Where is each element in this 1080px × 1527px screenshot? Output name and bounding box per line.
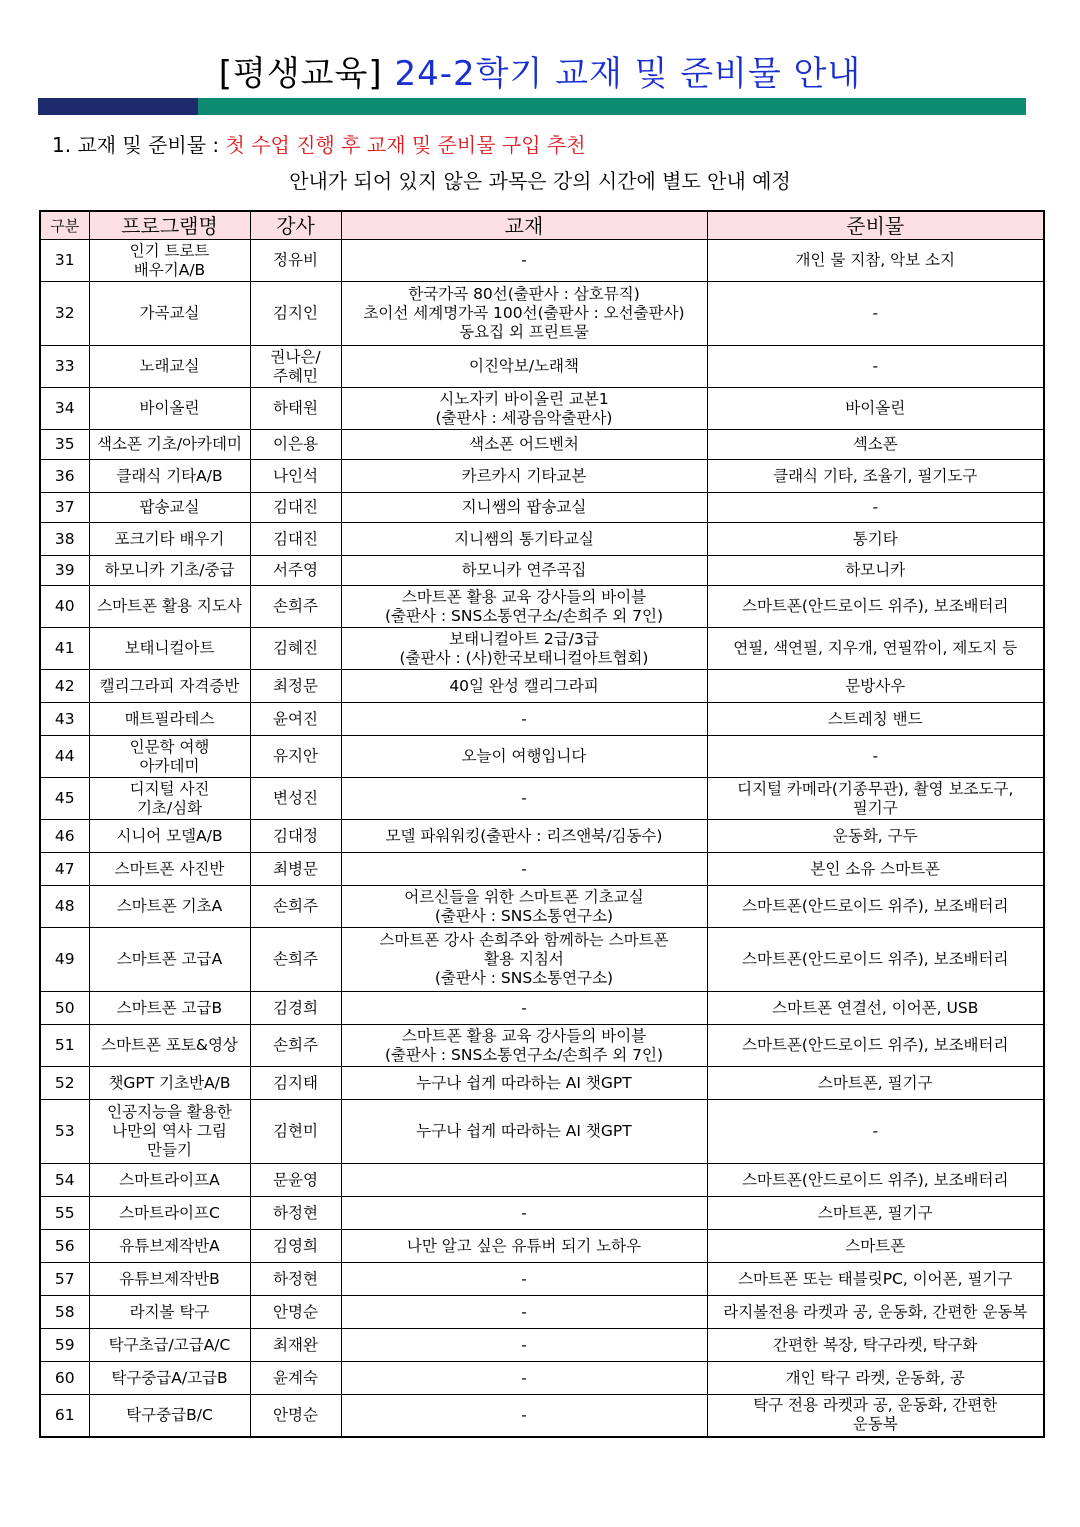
cell-no: 53 <box>40 1100 89 1164</box>
cell-teacher: 손희주 <box>250 586 341 628</box>
cell-teacher: 변성진 <box>250 778 341 820</box>
cell-program: 바이올린 <box>89 388 250 430</box>
cell-no: 55 <box>40 1197 89 1230</box>
table-row <box>40 736 1044 778</box>
cell-program: 색소폰 기초/아카데미 <box>89 430 250 460</box>
cell-program: 스마트폰 고급A <box>89 928 250 992</box>
cell-teacher: 김지인 <box>250 282 341 346</box>
cell-supplies: 탁구 전용 라켓과 공, 운동화, 간편한 운동복 <box>707 1395 1044 1437</box>
cell-textbook: - <box>341 240 707 282</box>
cell-supplies: 간편한 복장, 탁구라켓, 탁구화 <box>707 1329 1044 1362</box>
cell-textbook: - <box>341 1329 707 1362</box>
table-row <box>40 282 1044 346</box>
cell-textbook: - <box>341 1197 707 1230</box>
cell-textbook: 오늘이 여행입니다 <box>341 736 707 778</box>
cell-teacher: 정유비 <box>250 240 341 282</box>
cell-teacher: 권나은/ 주혜민 <box>250 346 341 388</box>
underline-navy-segment <box>38 98 198 115</box>
cell-program: 가곡교실 <box>89 282 250 346</box>
cell-supplies: 개인 탁구 라켓, 운동화, 공 <box>707 1362 1044 1395</box>
cell-teacher: 윤계숙 <box>250 1362 341 1395</box>
title-main: 24-2학기 교재 및 준비물 안내 <box>394 54 862 94</box>
cell-no: 32 <box>40 282 89 346</box>
cell-teacher: 서주영 <box>250 556 341 586</box>
table-row <box>40 1296 1044 1329</box>
table-body <box>40 240 1044 1437</box>
cell-program: 보태니컬아트 <box>89 628 250 670</box>
table-row <box>40 1395 1044 1437</box>
cell-supplies: - <box>707 493 1044 523</box>
cell-textbook: 하모니카 연주곡집 <box>341 556 707 586</box>
header-textbook: 교재 <box>341 211 707 240</box>
cell-teacher: 김지태 <box>250 1067 341 1100</box>
cell-teacher: 최재완 <box>250 1329 341 1362</box>
cell-teacher: 윤여진 <box>250 703 341 736</box>
cell-teacher: 손희주 <box>250 886 341 928</box>
cell-program: 인기 트로트 배우기A/B <box>89 240 250 282</box>
cell-no: 31 <box>40 240 89 282</box>
cell-no: 42 <box>40 670 89 703</box>
cell-textbook: - <box>341 778 707 820</box>
cell-supplies: 하모니카 <box>707 556 1044 586</box>
materials-table <box>39 210 1045 1438</box>
title-bracket: [평생교육] <box>218 54 383 94</box>
cell-supplies: 바이올린 <box>707 388 1044 430</box>
cell-program: 스마트폰 활용 지도사 <box>89 586 250 628</box>
cell-program: 스마트폰 기초A <box>89 886 250 928</box>
header-supplies: 준비물 <box>707 211 1044 240</box>
cell-teacher: 하정현 <box>250 1197 341 1230</box>
table-row <box>40 346 1044 388</box>
cell-textbook: 색소폰 어드벤처 <box>341 430 707 460</box>
cell-textbook: 이진악보/노래책 <box>341 346 707 388</box>
cell-no: 52 <box>40 1067 89 1100</box>
cell-supplies: 스마트폰(안드로이드 위주), 보조배터리 <box>707 886 1044 928</box>
cell-textbook: - <box>341 1263 707 1296</box>
cell-supplies: 섹소폰 <box>707 430 1044 460</box>
cell-supplies: 라지볼전용 라켓과 공, 운동화, 간편한 운동복 <box>707 1296 1044 1329</box>
header-no: 구분 <box>40 211 89 240</box>
table-row <box>40 523 1044 556</box>
cell-textbook: 보태니컬아트 2급/3급 (출판사 : (사)한국보태니컬아트협회) <box>341 628 707 670</box>
cell-no: 36 <box>40 460 89 493</box>
cell-textbook: 40일 완성 캘리그라피 <box>341 670 707 703</box>
cell-teacher: 김대진 <box>250 493 341 523</box>
cell-program: 스마트폰 사진반 <box>89 853 250 886</box>
cell-textbook: 지니쌤의 통기타교실 <box>341 523 707 556</box>
table-row <box>40 1025 1044 1067</box>
cell-teacher: 안명순 <box>250 1296 341 1329</box>
table-row <box>40 430 1044 460</box>
cell-no: 61 <box>40 1395 89 1437</box>
table-row <box>40 1067 1044 1100</box>
table-row <box>40 388 1044 430</box>
cell-textbook: 스마트폰 활용 교육 강사들의 바이블 (출판사 : SNS소통연구소/손희주 외 7인) <box>341 586 707 628</box>
cell-textbook: 지니쌤의 팝송교실 <box>341 493 707 523</box>
cell-no: 56 <box>40 1230 89 1263</box>
cell-teacher: 김현미 <box>250 1100 341 1164</box>
cell-teacher: 문윤영 <box>250 1164 341 1197</box>
cell-textbook: - <box>341 703 707 736</box>
cell-program: 인공지능을 활용한 나만의 역사 그림 만들기 <box>89 1100 250 1164</box>
cell-teacher: 김경희 <box>250 992 341 1025</box>
cell-textbook: - <box>341 853 707 886</box>
cell-no: 47 <box>40 853 89 886</box>
cell-program: 캘리그라피 자격증반 <box>89 670 250 703</box>
table-row <box>40 886 1044 928</box>
cell-textbook <box>341 1164 707 1197</box>
cell-program: 라지볼 탁구 <box>89 1296 250 1329</box>
table-row <box>40 493 1044 523</box>
cell-teacher: 안명순 <box>250 1395 341 1437</box>
cell-program: 포크기타 배우기 <box>89 523 250 556</box>
cell-no: 38 <box>40 523 89 556</box>
cell-teacher: 김대진 <box>250 523 341 556</box>
cell-teacher: 김대정 <box>250 820 341 853</box>
cell-teacher: 손희주 <box>250 928 341 992</box>
cell-supplies: 클래식 기타, 조율기, 필기도구 <box>707 460 1044 493</box>
cell-textbook: 누구나 쉽게 따라하는 AI 챗GPT <box>341 1067 707 1100</box>
cell-no: 35 <box>40 430 89 460</box>
cell-program: 시니어 모델A/B <box>89 820 250 853</box>
cell-teacher: 하태원 <box>250 388 341 430</box>
cell-program: 인문학 여행 아카데미 <box>89 736 250 778</box>
cell-supplies: 운동화, 구두 <box>707 820 1044 853</box>
cell-textbook: - <box>341 1395 707 1437</box>
cell-supplies: 본인 소유 스마트폰 <box>707 853 1044 886</box>
cell-textbook: - <box>341 1296 707 1329</box>
cell-program: 디지털 사진 기초/심화 <box>89 778 250 820</box>
cell-supplies: 스마트폰, 필기구 <box>707 1197 1044 1230</box>
cell-teacher: 유지안 <box>250 736 341 778</box>
cell-program: 유튜브제작반B <box>89 1263 250 1296</box>
table-row <box>40 586 1044 628</box>
cell-no: 57 <box>40 1263 89 1296</box>
section-heading <box>52 130 586 160</box>
cell-teacher: 최정문 <box>250 670 341 703</box>
cell-no: 59 <box>40 1329 89 1362</box>
cell-program: 탁구중급B/C <box>89 1395 250 1437</box>
cell-teacher: 이은용 <box>250 430 341 460</box>
table-row <box>40 628 1044 670</box>
cell-supplies: 통기타 <box>707 523 1044 556</box>
section-highlight: 첫 수업 진행 후 교재 및 준비물 구입 추천 <box>225 133 586 157</box>
cell-program: 팝송교실 <box>89 493 250 523</box>
table-row <box>40 820 1044 853</box>
cell-program: 탁구중급A/고급B <box>89 1362 250 1395</box>
cell-no: 49 <box>40 928 89 992</box>
cell-teacher: 김영희 <box>250 1230 341 1263</box>
table-row <box>40 460 1044 493</box>
cell-no: 37 <box>40 493 89 523</box>
cell-no: 33 <box>40 346 89 388</box>
cell-textbook: 누구나 쉽게 따라하는 AI 챗GPT <box>341 1100 707 1164</box>
cell-teacher: 김혜진 <box>250 628 341 670</box>
cell-no: 43 <box>40 703 89 736</box>
cell-supplies: 문방사우 <box>707 670 1044 703</box>
cell-supplies: - <box>707 346 1044 388</box>
cell-supplies: - <box>707 1100 1044 1164</box>
cell-textbook: 스마트폰 활용 교육 강사들의 바이블 (출판사 : SNS소통연구소/손희주 외 7인) <box>341 1025 707 1067</box>
underline-teal-segment <box>198 98 1026 115</box>
cell-supplies: 스마트폰(안드로이드 위주), 보조배터리 <box>707 586 1044 628</box>
cell-no: 34 <box>40 388 89 430</box>
cell-textbook: - <box>341 992 707 1025</box>
table-row <box>40 1197 1044 1230</box>
table-row <box>40 703 1044 736</box>
cell-teacher: 나인석 <box>250 460 341 493</box>
cell-program: 하모니카 기초/중급 <box>89 556 250 586</box>
cell-supplies: 스마트폰, 필기구 <box>707 1067 1044 1100</box>
cell-textbook: 시노자키 바이올린 교본1 (출판사 : 세광음악출판사) <box>341 388 707 430</box>
cell-no: 60 <box>40 1362 89 1395</box>
cell-supplies: 스트레칭 밴드 <box>707 703 1044 736</box>
header-teacher: 강사 <box>250 211 341 240</box>
cell-no: 50 <box>40 992 89 1025</box>
cell-teacher: 손희주 <box>250 1025 341 1067</box>
cell-textbook: 카르카시 기타교본 <box>341 460 707 493</box>
cell-no: 40 <box>40 586 89 628</box>
title-underline <box>38 98 1026 115</box>
cell-supplies: 디지털 카메라(기종무관), 촬영 보조도구, 필기구 <box>707 778 1044 820</box>
cell-program: 스마트라이프A <box>89 1164 250 1197</box>
cell-supplies: 개인 물 지참, 악보 소지 <box>707 240 1044 282</box>
cell-program: 매트필라테스 <box>89 703 250 736</box>
cell-program: 유튜브제작반A <box>89 1230 250 1263</box>
cell-textbook: 한국가곡 80선(출판사 : 삼호뮤직) 초이선 세계명가곡 100선(출판사 : 오선출판사) 동요집 외 프린트물 <box>341 282 707 346</box>
table-row <box>40 240 1044 282</box>
table-row <box>40 556 1044 586</box>
section-label: 1. 교재 및 준비물 : <box>52 133 226 157</box>
cell-supplies: 스마트폰 또는 태블릿PC, 이어폰, 필기구 <box>707 1263 1044 1296</box>
cell-no: 45 <box>40 778 89 820</box>
cell-program: 클래식 기타A/B <box>89 460 250 493</box>
table-row <box>40 992 1044 1025</box>
cell-supplies: 스마트폰(안드로이드 위주), 보조배터리 <box>707 928 1044 992</box>
cell-no: 48 <box>40 886 89 928</box>
cell-no: 44 <box>40 736 89 778</box>
table-row <box>40 1100 1044 1164</box>
table-row <box>40 1263 1044 1296</box>
cell-supplies: 스마트폰(안드로이드 위주), 보조배터리 <box>707 1164 1044 1197</box>
cell-program: 탁구초급/고급A/C <box>89 1329 250 1362</box>
header-program: 프로그램명 <box>89 211 250 240</box>
cell-program: 스마트폰 포토&영상 <box>89 1025 250 1067</box>
cell-teacher: 최병문 <box>250 853 341 886</box>
cell-teacher: 하정현 <box>250 1263 341 1296</box>
table-row <box>40 1329 1044 1362</box>
cell-textbook: 스마트폰 강사 손희주와 함께하는 스마트폰 활용 지침서 (출판사 : SNS소통연구소) <box>341 928 707 992</box>
table-row <box>40 928 1044 992</box>
cell-no: 41 <box>40 628 89 670</box>
cell-supplies: 연필, 색연필, 지우개, 연필깎이, 제도지 등 <box>707 628 1044 670</box>
cell-no: 54 <box>40 1164 89 1197</box>
cell-supplies: - <box>707 282 1044 346</box>
section-note: 안내가 되어 있지 않은 과목은 강의 시간에 별도 안내 예정 <box>289 169 791 193</box>
cell-program: 챗GPT 기초반A/B <box>89 1067 250 1100</box>
cell-program: 노래교실 <box>89 346 250 388</box>
cell-textbook: 모델 파워워킹(출판사 : 리즈앤북/김동수) <box>341 820 707 853</box>
table-row <box>40 670 1044 703</box>
cell-textbook: - <box>341 1362 707 1395</box>
cell-supplies: 스마트폰 <box>707 1230 1044 1263</box>
table-header-row <box>40 211 1044 240</box>
cell-no: 51 <box>40 1025 89 1067</box>
cell-no: 39 <box>40 556 89 586</box>
table-row <box>40 1230 1044 1263</box>
cell-textbook: 나만 알고 싶은 유튜버 되기 노하우 <box>341 1230 707 1263</box>
table-row <box>40 778 1044 820</box>
cell-no: 46 <box>40 820 89 853</box>
cell-supplies: - <box>707 736 1044 778</box>
cell-program: 스마트폰 고급B <box>89 992 250 1025</box>
cell-supplies: 스마트폰 연결선, 이어폰, USB <box>707 992 1044 1025</box>
table-row <box>40 853 1044 886</box>
page-title <box>0 52 1080 96</box>
table-row <box>40 1362 1044 1395</box>
table-row <box>40 1164 1044 1197</box>
cell-supplies: 스마트폰(안드로이드 위주), 보조배터리 <box>707 1025 1044 1067</box>
cell-no: 58 <box>40 1296 89 1329</box>
cell-textbook: 어르신들을 위한 스마트폰 기초교실 (출판사 : SNS소통연구소) <box>341 886 707 928</box>
cell-program: 스마트라이프C <box>89 1197 250 1230</box>
